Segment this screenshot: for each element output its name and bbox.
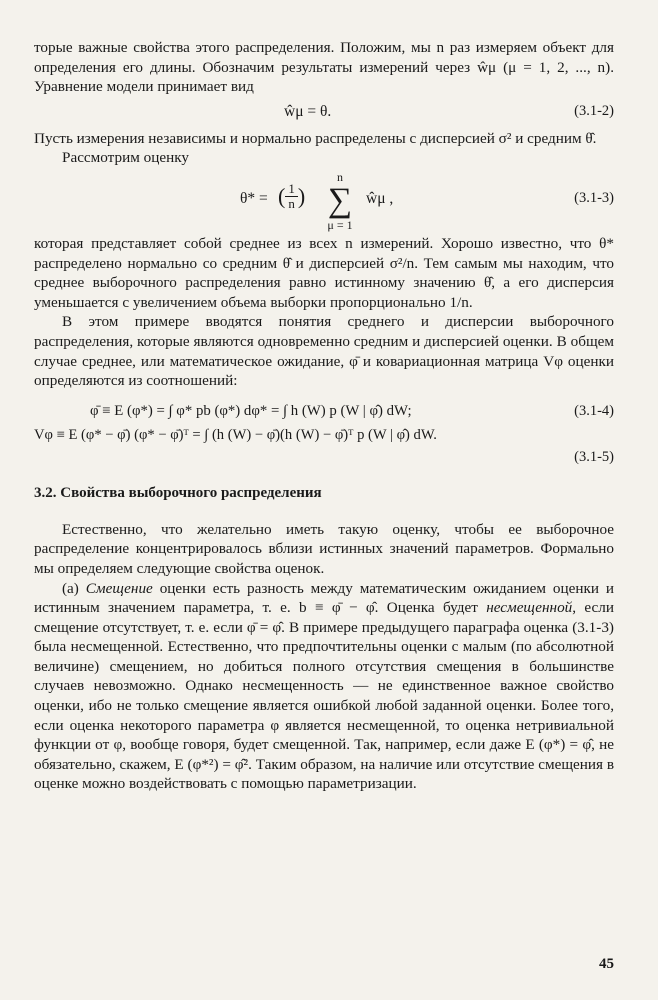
- page-number: 45: [599, 956, 614, 972]
- equation-formula: φ̄ ≡ E (φ*) = ∫ φ* pb (φ*) dφ* = ∫ h (W) p (W | φ̂) dW;: [90, 402, 412, 419]
- equation-3-1-5: [34, 425, 614, 449]
- paragraph-7: (а) Смещение оценки есть разность между математическим ожиданием оценки и истинным значением параметра, т. е. b ≡ φ̄ − φ̂. Оценка будет несмещенной, если смещение отсутствует, т. е. если φ̄ = φ̂. В примере предыдущего параграфа оценка (3.1-3) была несмещенной. Естественно, что предпочтительны оценки с малым (по абсолютной величине) смещением, но добиться полного отсутствия смещения в большинстве случаев невозможно. Однако несмещенность — не единственное важное свойство оценки, ибо не только смещение является ошибкой любой заданной оценки. Более того, если оценка некоторого параметра φ является несмещенной, то оценка нетривиальной функции от φ, вообще говоря, будет смещенной. Так, например, если даже E (φ*) = φ̂, не обязательно, скажем, E (φ*²) = φ̂². Таким образом, на наличие или отсутствие смещения в оценке можно воздействовать с помощью параметризации.: [34, 579, 615, 793]
- sum-lower-limit: μ = 1: [327, 217, 353, 232]
- paragraph-5: В этом примере вводятся понятия среднего и дисперсии выборочного распределения, которые являются одновременно средним и дисперсией оценки. В общем случае среднее, или математическое ожидание, φ̄ и ковариационная матрица Vφ оценки определяются из соотношений:: [34, 313, 614, 390]
- equation-number-3-1-5: (3.1-5): [574, 448, 614, 465]
- paragraph-3: Рассмотрим оценку: [62, 149, 189, 167]
- paragraph-1: торые важные свойства этого распределения. Положим, мы n раз измеряем объект для определения его длины. Обозначим результаты измерений через ŵμ (μ = 1, 2, ..., n). Уравнение модели принимает вид: [34, 39, 614, 96]
- paragraph-4: которая представляет собой среднее из всех n измерений. Хорошо известно, что θ* распределено нормально со средним θ̂ и дисперсией σ²/n. Тем самым мы находим, что среднее выборочного распределения равно истинному значению θ̂, а его дисперсия уменьшается с увеличением объема выборки пропорционально 1/n.: [34, 234, 614, 311]
- equation-3-1-3: [34, 168, 614, 234]
- equation-rhs: ŵμ ,: [366, 189, 394, 207]
- fraction-numerator: 1: [285, 182, 298, 197]
- equation-number: (3.1-3): [574, 189, 614, 206]
- equation-3-1-4: [34, 397, 614, 425]
- fraction-denominator: n: [288, 195, 295, 211]
- equation-number: (3.1-2): [574, 102, 614, 119]
- sigma-symbol: ∑: [327, 181, 353, 219]
- equation-formula: ŵμ = θ.: [284, 102, 332, 120]
- equation-3-1-2: [34, 97, 614, 129]
- equation-number: (3.1-4): [574, 402, 614, 419]
- equation-formula: Vφ ≡ E (φ* − φ̄) (φ* − φ̄)ᵀ = ∫ (h (W) − φ̄)(h (W) − φ̄)ᵀ p (W | φ̂) dW.: [34, 426, 437, 443]
- paragraph-6: Естественно, что желательно иметь такую оценку, чтобы ее выборочное распределение концентрировалось вблизи истинных значений параметров. Формально мы определяем следующие свойства оценок.: [34, 520, 614, 577]
- term-unbiased: несмещенной: [486, 599, 573, 617]
- equation-fraction: ( $\frac{1}{n}$ ): [278, 180, 306, 211]
- term-bias: Смещение: [85, 579, 153, 597]
- section-heading: 3.2. Свойства выборочного распределения: [34, 484, 322, 501]
- equation-lhs: θ* =: [240, 189, 268, 207]
- summation-sign: [320, 170, 360, 232]
- sum-upper-limit: n: [337, 169, 343, 184]
- paragraph-2: Пусть измерения независимы и нормально распределены с дисперсией σ² и средним θ̂.: [34, 129, 597, 147]
